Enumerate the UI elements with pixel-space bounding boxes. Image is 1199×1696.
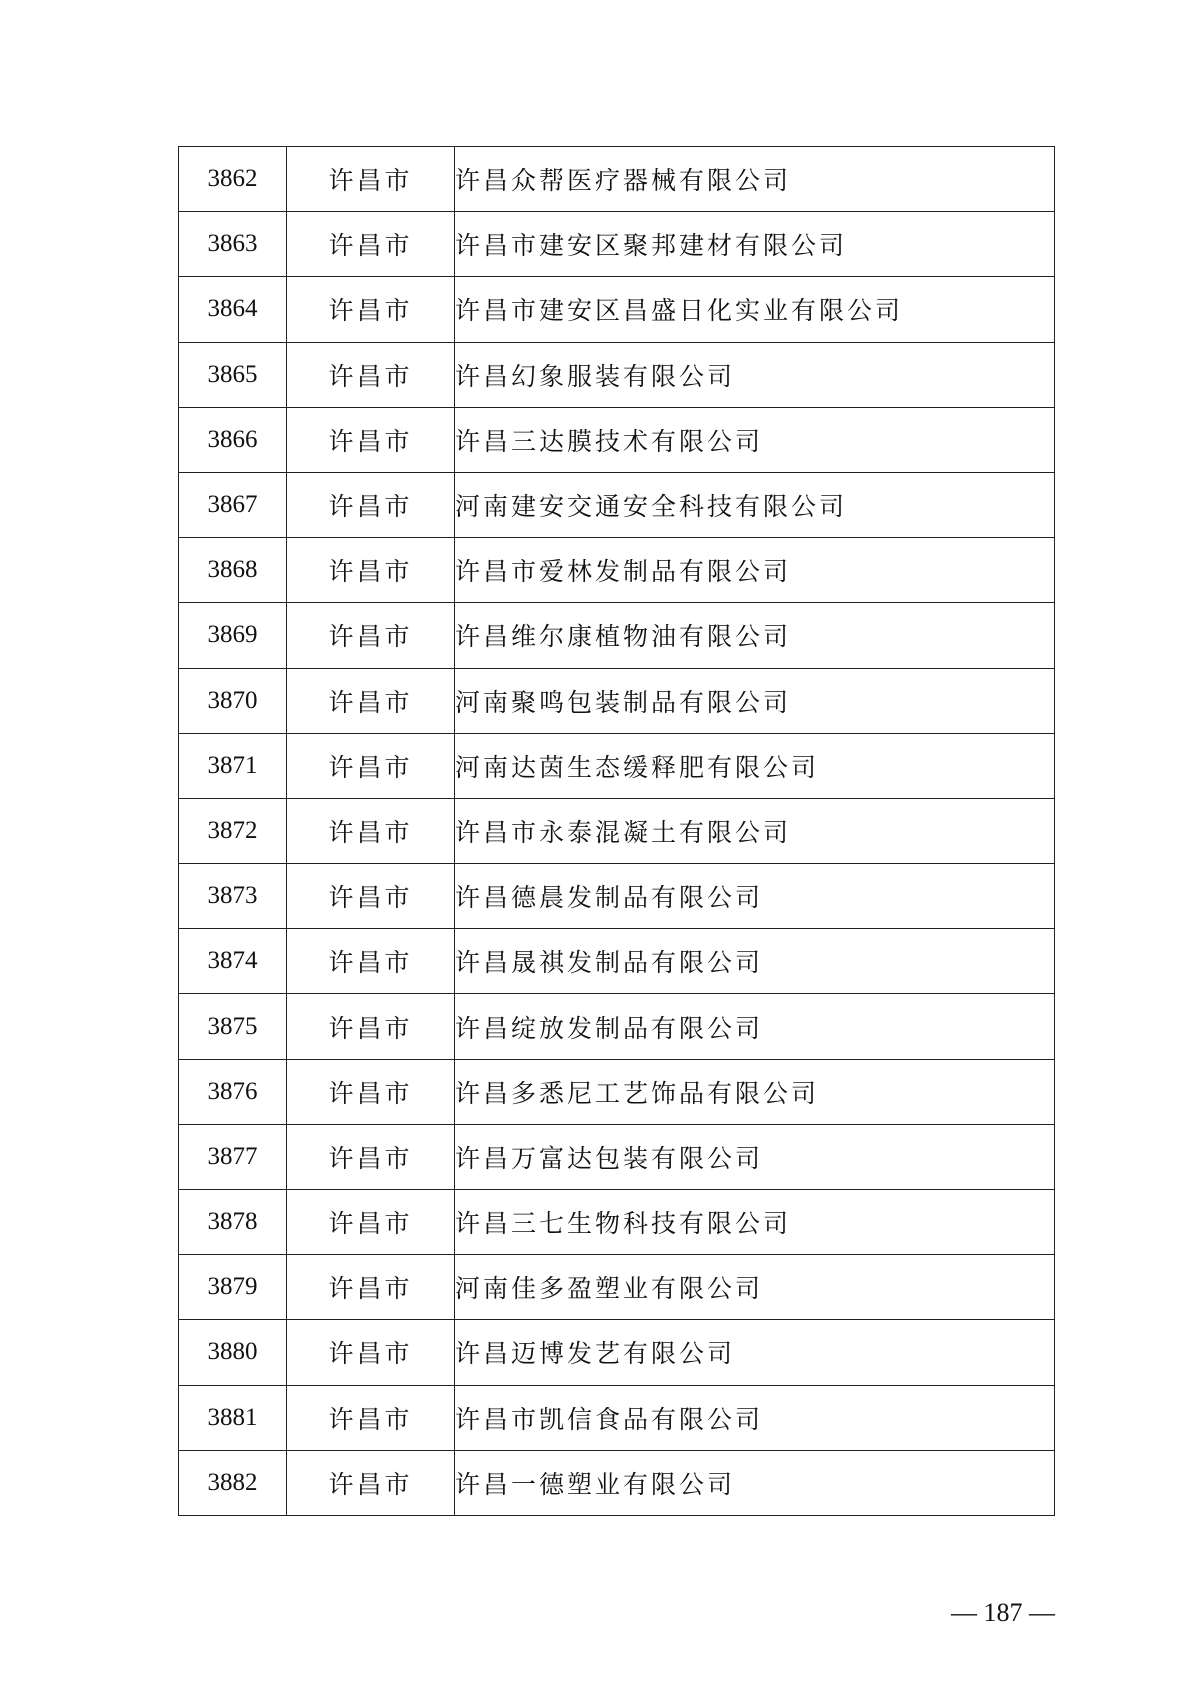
row-company-name: 许昌市永泰混凝土有限公司	[455, 798, 1055, 863]
row-number: 3868	[179, 538, 287, 603]
row-number: 3875	[179, 994, 287, 1059]
table-row	[179, 538, 1055, 603]
row-city: 许昌市	[287, 798, 455, 863]
row-city: 许昌市	[287, 538, 455, 603]
row-city: 许昌市	[287, 342, 455, 407]
row-number: 3864	[179, 277, 287, 342]
row-number: 3879	[179, 1255, 287, 1320]
row-company-name: 许昌德晨发制品有限公司	[455, 864, 1055, 929]
table-row	[179, 798, 1055, 863]
row-company-name: 许昌众帮医疗器械有限公司	[455, 147, 1055, 212]
row-city: 许昌市	[287, 277, 455, 342]
row-company-name: 许昌市凯信食品有限公司	[455, 1385, 1055, 1450]
table-row	[179, 929, 1055, 994]
row-city: 许昌市	[287, 603, 455, 668]
row-company-name: 河南聚鸣包装制品有限公司	[455, 668, 1055, 733]
row-company-name: 许昌维尔康植物油有限公司	[455, 603, 1055, 668]
row-city: 许昌市	[287, 407, 455, 472]
table-row	[179, 1320, 1055, 1385]
row-company-name: 许昌三七生物科技有限公司	[455, 1190, 1055, 1255]
row-number: 3874	[179, 929, 287, 994]
row-number: 3882	[179, 1450, 287, 1515]
company-list-body	[179, 147, 1055, 1516]
row-number: 3869	[179, 603, 287, 668]
row-city: 许昌市	[287, 212, 455, 277]
row-company-name: 许昌绽放发制品有限公司	[455, 994, 1055, 1059]
row-number: 3865	[179, 342, 287, 407]
table-row	[179, 1124, 1055, 1189]
table-row	[179, 1450, 1055, 1515]
row-number: 3878	[179, 1190, 287, 1255]
company-list-table	[178, 146, 1055, 1516]
row-city: 许昌市	[287, 1385, 455, 1450]
table-row	[179, 472, 1055, 537]
row-city: 许昌市	[287, 929, 455, 994]
row-number: 3862	[179, 147, 287, 212]
row-company-name: 河南佳多盈塑业有限公司	[455, 1255, 1055, 1320]
page-number: — 187 —	[951, 1598, 1055, 1627]
row-company-name: 许昌多悉尼工艺饰品有限公司	[455, 1059, 1055, 1124]
row-number: 3863	[179, 212, 287, 277]
row-company-name: 河南达茵生态缓释肥有限公司	[455, 733, 1055, 798]
row-number: 3870	[179, 668, 287, 733]
row-company-name: 许昌晟祺发制品有限公司	[455, 929, 1055, 994]
table-row	[179, 994, 1055, 1059]
row-city: 许昌市	[287, 472, 455, 537]
row-city: 许昌市	[287, 733, 455, 798]
row-number: 3867	[179, 472, 287, 537]
row-city: 许昌市	[287, 1190, 455, 1255]
row-company-name: 许昌幻象服装有限公司	[455, 342, 1055, 407]
table-row	[179, 1255, 1055, 1320]
row-city: 许昌市	[287, 1059, 455, 1124]
table-row	[179, 212, 1055, 277]
row-city: 许昌市	[287, 147, 455, 212]
table-row	[179, 1190, 1055, 1255]
row-number: 3872	[179, 798, 287, 863]
row-city: 许昌市	[287, 1255, 455, 1320]
row-number: 3873	[179, 864, 287, 929]
table-row	[179, 864, 1055, 929]
row-company-name: 许昌市爱林发制品有限公司	[455, 538, 1055, 603]
row-company-name: 河南建安交通安全科技有限公司	[455, 472, 1055, 537]
row-number: 3871	[179, 733, 287, 798]
row-company-name: 许昌万富达包装有限公司	[455, 1124, 1055, 1189]
row-number: 3876	[179, 1059, 287, 1124]
row-city: 许昌市	[287, 864, 455, 929]
table-row	[179, 407, 1055, 472]
table-row	[179, 668, 1055, 733]
row-city: 许昌市	[287, 668, 455, 733]
table-row	[179, 147, 1055, 212]
row-city: 许昌市	[287, 994, 455, 1059]
row-number: 3877	[179, 1124, 287, 1189]
row-company-name: 许昌三达膜技术有限公司	[455, 407, 1055, 472]
table-row	[179, 277, 1055, 342]
row-number: 3880	[179, 1320, 287, 1385]
row-company-name: 许昌迈博发艺有限公司	[455, 1320, 1055, 1385]
table-row	[179, 1385, 1055, 1450]
table-row	[179, 342, 1055, 407]
row-number: 3881	[179, 1385, 287, 1450]
row-number: 3866	[179, 407, 287, 472]
table-row	[179, 603, 1055, 668]
row-city: 许昌市	[287, 1320, 455, 1385]
row-city: 许昌市	[287, 1124, 455, 1189]
table-row	[179, 733, 1055, 798]
row-company-name: 许昌市建安区昌盛日化实业有限公司	[455, 277, 1055, 342]
row-city: 许昌市	[287, 1450, 455, 1515]
row-company-name: 许昌一德塑业有限公司	[455, 1450, 1055, 1515]
row-company-name: 许昌市建安区聚邦建材有限公司	[455, 212, 1055, 277]
table-row	[179, 1059, 1055, 1124]
